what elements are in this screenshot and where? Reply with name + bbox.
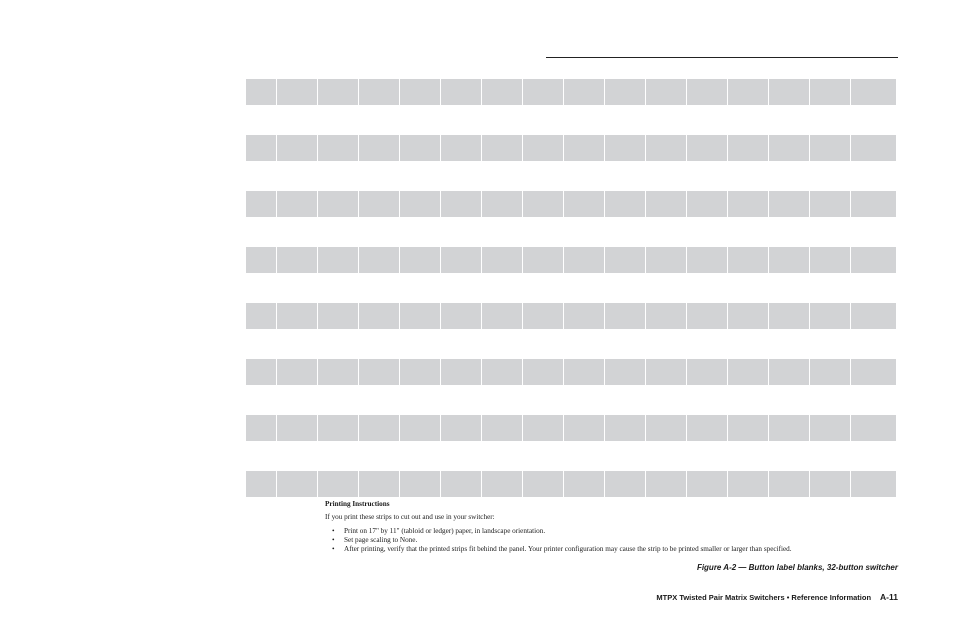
label-blank-cell <box>810 303 850 329</box>
label-blank-cell <box>523 79 563 105</box>
instructions-intro: If you print these strips to cut out and use in your switcher: <box>325 513 495 521</box>
footer-title: MTPX Twisted Pair Matrix Switchers • Reference Information <box>656 593 872 602</box>
instructions-list <box>325 527 905 553</box>
label-blank-cell <box>851 415 896 441</box>
instruction-item <box>325 536 905 545</box>
label-strip <box>246 79 898 105</box>
label-blank-cell <box>728 191 768 217</box>
figure-caption: Figure A-2 — Button label blanks, 32-button switcher <box>696 563 898 572</box>
label-blank-cell <box>810 247 850 273</box>
label-blank-cell <box>359 303 399 329</box>
label-blank-cell <box>769 303 809 329</box>
label-blank-cell <box>564 191 604 217</box>
label-strip <box>246 359 898 385</box>
label-blank-cell <box>728 415 768 441</box>
label-blank-cell <box>277 359 317 385</box>
label-blank-cell <box>687 359 727 385</box>
label-blank-cell <box>687 191 727 217</box>
label-blank-cell <box>482 415 522 441</box>
label-blank-cell <box>246 135 276 161</box>
label-blank-cell <box>400 247 440 273</box>
printing-instructions <box>325 499 905 553</box>
label-blank-cell <box>482 79 522 105</box>
label-strip <box>246 135 898 161</box>
label-blank-cell <box>769 471 809 497</box>
label-blank-cell <box>359 191 399 217</box>
label-blank-cell <box>564 247 604 273</box>
label-blank-cell <box>605 79 645 105</box>
label-blank-cell <box>523 359 563 385</box>
bullet-icon: • <box>332 527 335 535</box>
label-blank-cell <box>810 79 850 105</box>
label-blank-cell <box>810 191 850 217</box>
label-blank-cell <box>246 247 276 273</box>
label-blank-cell <box>564 471 604 497</box>
label-strip <box>246 303 898 329</box>
label-blank-cell <box>564 135 604 161</box>
label-blank-cell <box>400 359 440 385</box>
label-blank-cell <box>605 191 645 217</box>
instruction-text: After printing, verify that the printed strips fit behind the panel. Your printer configuration may cause the strip to be printed smaller or larger than specified. <box>344 544 792 553</box>
label-blank-cell <box>441 191 481 217</box>
label-blank-cell <box>277 135 317 161</box>
label-blank-cell <box>359 79 399 105</box>
label-blank-cell <box>400 415 440 441</box>
label-blank-cell <box>246 79 276 105</box>
label-blank-cell <box>851 247 896 273</box>
label-blank-cell <box>851 359 896 385</box>
label-blank-cell <box>441 303 481 329</box>
label-blank-cell <box>605 247 645 273</box>
label-blank-cell <box>318 359 358 385</box>
label-blank-cell <box>482 471 522 497</box>
label-blank-cell <box>728 247 768 273</box>
label-blank-cell <box>687 415 727 441</box>
label-blank-cell <box>482 191 522 217</box>
label-blank-cell <box>769 191 809 217</box>
label-blank-cell <box>318 471 358 497</box>
label-blank-cell <box>851 471 896 497</box>
header-rule <box>546 57 898 58</box>
label-blank-cell <box>646 303 686 329</box>
label-blank-cell <box>769 135 809 161</box>
label-blank-cell <box>646 135 686 161</box>
label-blank-cell <box>523 471 563 497</box>
label-blank-cell <box>318 415 358 441</box>
button-label-strips <box>246 79 898 527</box>
label-blank-cell <box>728 303 768 329</box>
label-blank-cell <box>441 135 481 161</box>
label-blank-cell <box>769 415 809 441</box>
label-blank-cell <box>523 415 563 441</box>
page-footer <box>656 592 898 602</box>
label-blank-cell <box>687 471 727 497</box>
label-blank-cell <box>246 191 276 217</box>
label-blank-cell <box>318 191 358 217</box>
label-blank-cell <box>359 471 399 497</box>
label-blank-cell <box>769 359 809 385</box>
label-blank-cell <box>646 79 686 105</box>
label-blank-cell <box>318 135 358 161</box>
label-blank-cell <box>441 359 481 385</box>
label-blank-cell <box>605 135 645 161</box>
label-blank-cell <box>769 247 809 273</box>
label-blank-cell <box>523 247 563 273</box>
label-blank-cell <box>851 191 896 217</box>
label-blank-cell <box>687 247 727 273</box>
label-blank-cell <box>482 247 522 273</box>
label-blank-cell <box>523 303 563 329</box>
label-blank-cell <box>441 415 481 441</box>
label-blank-cell <box>400 471 440 497</box>
label-blank-cell <box>728 471 768 497</box>
label-blank-cell <box>246 303 276 329</box>
instruction-item <box>325 545 905 554</box>
label-blank-cell <box>646 247 686 273</box>
instruction-text: Print on 17" by 11" (tabloid or ledger) paper, in landscape orientation. <box>344 527 546 535</box>
label-blank-cell <box>646 359 686 385</box>
label-blank-cell <box>851 79 896 105</box>
label-blank-cell <box>810 415 850 441</box>
label-blank-cell <box>277 303 317 329</box>
label-blank-cell <box>277 79 317 105</box>
label-strip <box>246 191 898 217</box>
label-strip <box>246 247 898 273</box>
label-blank-cell <box>482 303 522 329</box>
page-number: A-11 <box>880 592 898 602</box>
label-blank-cell <box>400 303 440 329</box>
label-blank-cell <box>646 191 686 217</box>
label-blank-cell <box>769 79 809 105</box>
label-blank-cell <box>400 191 440 217</box>
label-blank-cell <box>605 303 645 329</box>
label-blank-cell <box>728 135 768 161</box>
label-blank-cell <box>810 135 850 161</box>
label-blank-cell <box>728 359 768 385</box>
label-blank-cell <box>687 135 727 161</box>
label-blank-cell <box>400 135 440 161</box>
label-blank-cell <box>482 135 522 161</box>
label-blank-cell <box>851 135 896 161</box>
label-blank-cell <box>400 79 440 105</box>
label-blank-cell <box>687 79 727 105</box>
label-blank-cell <box>564 415 604 441</box>
bullet-icon: • <box>332 535 335 544</box>
label-blank-cell <box>564 79 604 105</box>
label-blank-cell <box>441 79 481 105</box>
label-blank-cell <box>359 415 399 441</box>
instruction-text: Set page scaling to None. <box>344 535 418 544</box>
label-blank-cell <box>605 359 645 385</box>
label-blank-cell <box>605 471 645 497</box>
label-blank-cell <box>810 359 850 385</box>
label-blank-cell <box>277 191 317 217</box>
label-blank-cell <box>728 79 768 105</box>
label-blank-cell <box>277 471 317 497</box>
label-blank-cell <box>246 471 276 497</box>
label-blank-cell <box>441 471 481 497</box>
label-blank-cell <box>564 303 604 329</box>
label-blank-cell <box>359 247 399 273</box>
label-strip <box>246 415 898 441</box>
label-strip <box>246 471 898 497</box>
instruction-item <box>325 527 905 536</box>
label-blank-cell <box>646 471 686 497</box>
label-blank-cell <box>246 359 276 385</box>
label-blank-cell <box>318 247 358 273</box>
label-blank-cell <box>646 415 686 441</box>
label-blank-cell <box>482 359 522 385</box>
label-blank-cell <box>605 415 645 441</box>
label-blank-cell <box>523 191 563 217</box>
label-blank-cell <box>359 359 399 385</box>
label-blank-cell <box>810 471 850 497</box>
label-blank-cell <box>687 303 727 329</box>
label-blank-cell <box>564 359 604 385</box>
label-blank-cell <box>246 415 276 441</box>
label-blank-cell <box>318 79 358 105</box>
label-blank-cell <box>441 247 481 273</box>
label-blank-cell <box>359 135 399 161</box>
bullet-icon: • <box>332 544 335 553</box>
label-blank-cell <box>277 415 317 441</box>
label-blank-cell <box>318 303 358 329</box>
label-blank-cell <box>851 303 896 329</box>
instructions-heading: Printing Instructions <box>325 500 390 508</box>
label-blank-cell <box>277 247 317 273</box>
label-blank-cell <box>523 135 563 161</box>
